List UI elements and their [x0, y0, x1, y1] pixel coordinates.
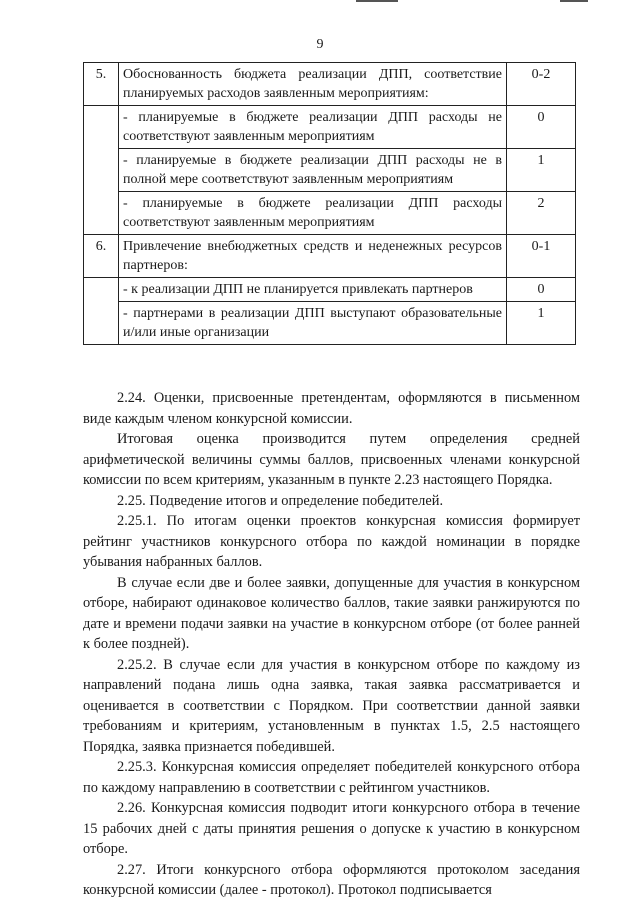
criterion-number: [84, 192, 119, 235]
table-row: [84, 278, 576, 302]
criterion-score: 1: [507, 149, 576, 192]
paragraph-2-25-2: 2.25.2. В случае если для участия в конкурсном отборе по каждому из направлений подана лишь одна заявка, такая заявка рассматривается и оценивается в соответствии с Порядком. При соответствии данной заявки требованиям и критериям, установленным в пунктах 1.5, 2.5 настоящего Порядка, заявка признается победившей.: [83, 656, 580, 755]
criterion-score: 0: [507, 106, 576, 149]
table-row: [84, 235, 576, 278]
table-row: [84, 149, 576, 192]
paragraph-2-26: 2.26. Конкурсная комиссия подводит итоги конкурсного отбора в течение 15 рабочих дней с даты принятия решения о допуске к участию в конкурсном отборе.: [83, 800, 580, 857]
criterion-text: - планируемые в бюджете реализации ДПП расходы не соответствуют заявленным мероприятиям: [119, 106, 507, 149]
criterion-text: - планируемые в бюджете реализации ДПП расходы соответствуют заявленным мероприятиям: [119, 192, 507, 235]
criterion-text: Привлечение внебюджетных средств и неденежных ресурсов партнеров:: [119, 235, 507, 278]
table-row: [84, 106, 576, 149]
criterion-number: [84, 149, 119, 192]
criterion-text: Обоснованность бюджета реализации ДПП, соответствие планируемых расходов заявленным мероприятиям:: [119, 63, 507, 106]
criterion-score: 1: [507, 302, 576, 345]
paragraph-2-27: 2.27. Итоги конкурсного отбора оформляются протоколом заседания конкурсной комиссии (далее - протокол). Протокол подписывается: [83, 861, 580, 898]
page-number: 9: [316, 37, 324, 52]
paragraph-tie-rule: В случае если две и более заявки, допущенные для участия в конкурсном отборе, набирают одинаковое количество баллов, такие заявки ранжируются по дате и времени подачи заявки на участие в конкурсном отборе (от более ранней к более поздней).: [83, 574, 580, 652]
criterion-number: 6.: [84, 235, 119, 278]
criterion-number: [84, 302, 119, 345]
scan-edge-mark-right: [560, 0, 588, 2]
criterion-score: 2: [507, 192, 576, 235]
paragraph-2-25-3: 2.25.3. Конкурсная комиссия определяет победителей конкурсного отбора по каждому направлению в соответствии с рейтингом участников.: [83, 759, 580, 796]
criterion-text: - партнерами в реализации ДПП выступают образовательные и/или иные организации: [119, 302, 507, 345]
criteria-table: [83, 62, 576, 345]
scan-edge-mark-left: [356, 0, 398, 2]
criterion-text: - к реализации ДПП не планируется привлекать партнеров: [119, 278, 507, 302]
paragraph-final-score: Итоговая оценка производится путем определения средней арифметической величины суммы баллов, присвоенных членами конкурсной комиссии по всем критериям, указанным в пункте 2.23 настоящего Порядка.: [83, 431, 580, 488]
table-row: [84, 63, 576, 106]
criterion-score: 0: [507, 278, 576, 302]
criterion-score: 0-1: [507, 235, 576, 278]
table-row: [84, 302, 576, 345]
paragraph-2-25: 2.25. Подведение итогов и определение победителей.: [117, 492, 444, 509]
table-row: [84, 192, 576, 235]
document-body: [83, 388, 580, 901]
criterion-score: 0-2: [507, 63, 576, 106]
criterion-number: [84, 278, 119, 302]
criterion-number: [84, 106, 119, 149]
paragraph-2-24: 2.24. Оценки, присвоенные претендентам, оформляются в письменном виде каждым членом конкурсной комиссии.: [83, 390, 580, 427]
paragraph-2-25-1: 2.25.1. По итогам оценки проектов конкурсная комиссия формирует рейтинг участников конкурсного отбора по каждой номинации в порядке убывания набранных баллов.: [83, 513, 580, 570]
criterion-number: 5.: [84, 63, 119, 106]
criterion-text: - планируемые в бюджете реализации ДПП расходы не в полной мере соответствуют заявленным мероприятиям: [119, 149, 507, 192]
